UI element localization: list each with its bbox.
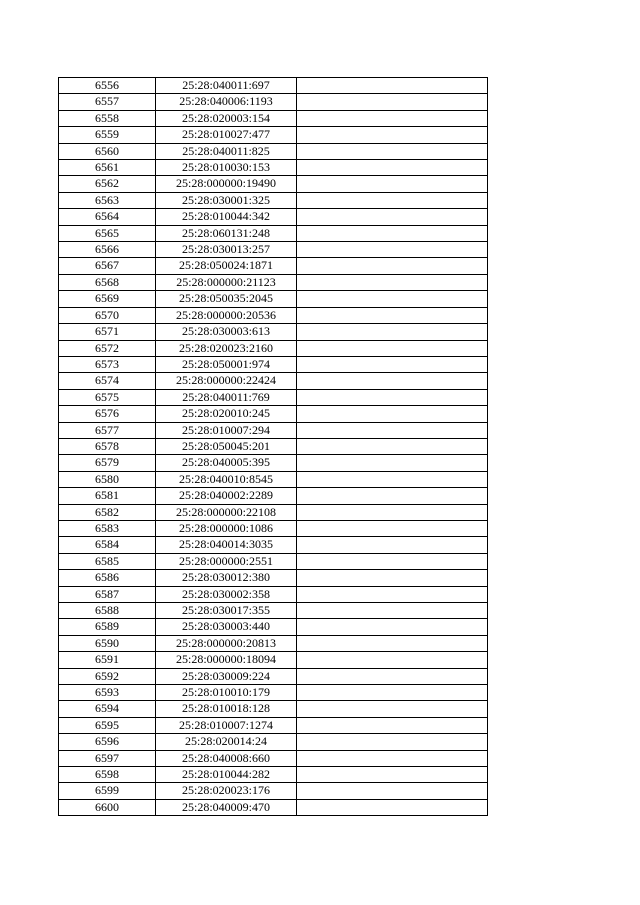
cadastral-number-cell: 25:28:010027:477 — [156, 127, 297, 143]
row-number-cell: 6599 — [59, 783, 156, 799]
table-row — [59, 110, 488, 126]
empty-cell — [297, 340, 488, 356]
empty-cell — [297, 767, 488, 783]
empty-cell — [297, 78, 488, 94]
cadastral-number-cell: 25:28:000000:20536 — [156, 307, 297, 323]
cadastral-number-cell: 25:28:010018:128 — [156, 701, 297, 717]
empty-cell — [297, 701, 488, 717]
table-row — [59, 717, 488, 733]
cadastral-number-cell: 25:28:030009:224 — [156, 668, 297, 684]
empty-cell — [297, 127, 488, 143]
table-body — [59, 78, 488, 816]
row-number-cell: 6579 — [59, 455, 156, 471]
cadastral-number-cell: 25:28:000000:20813 — [156, 635, 297, 651]
row-number-cell: 6578 — [59, 438, 156, 454]
table-row — [59, 783, 488, 799]
cadastral-number-cell: 25:28:000000:2551 — [156, 553, 297, 569]
table-row — [59, 504, 488, 520]
table-row — [59, 242, 488, 258]
table-row — [59, 176, 488, 192]
row-number-cell: 6592 — [59, 668, 156, 684]
empty-cell — [297, 603, 488, 619]
row-number-cell: 6586 — [59, 570, 156, 586]
empty-cell — [297, 422, 488, 438]
row-number-cell: 6593 — [59, 685, 156, 701]
row-number-cell: 6588 — [59, 603, 156, 619]
cadastral-number-cell: 25:28:040008:660 — [156, 750, 297, 766]
table-row — [59, 258, 488, 274]
table-row — [59, 619, 488, 635]
cadastral-number-cell: 25:28:020003:154 — [156, 110, 297, 126]
empty-cell — [297, 94, 488, 110]
empty-cell — [297, 192, 488, 208]
row-number-cell: 6558 — [59, 110, 156, 126]
table-row — [59, 734, 488, 750]
row-number-cell: 6568 — [59, 274, 156, 290]
row-number-cell: 6560 — [59, 143, 156, 159]
cadastral-number-cell: 25:28:000000:22108 — [156, 504, 297, 520]
empty-cell — [297, 471, 488, 487]
row-number-cell: 6564 — [59, 209, 156, 225]
cadastral-number-cell: 25:28:010007:294 — [156, 422, 297, 438]
empty-cell — [297, 570, 488, 586]
cadastral-number-cell: 25:28:030017:355 — [156, 603, 297, 619]
empty-cell — [297, 455, 488, 471]
cadastral-number-cell: 25:28:040005:395 — [156, 455, 297, 471]
table-row — [59, 488, 488, 504]
table-row — [59, 406, 488, 422]
cadastral-number-cell: 25:28:030002:358 — [156, 586, 297, 602]
row-number-cell: 6589 — [59, 619, 156, 635]
empty-cell — [297, 373, 488, 389]
table-row — [59, 553, 488, 569]
empty-cell — [297, 504, 488, 520]
empty-cell — [297, 668, 488, 684]
table-row — [59, 799, 488, 815]
table-row — [59, 701, 488, 717]
empty-cell — [297, 652, 488, 668]
cadastral-number-cell: 25:28:060131:248 — [156, 225, 297, 241]
cadastral-number-cell: 25:28:050035:2045 — [156, 291, 297, 307]
row-number-cell: 6584 — [59, 537, 156, 553]
row-number-cell: 6576 — [59, 406, 156, 422]
cadastral-number-cell: 25:28:030003:440 — [156, 619, 297, 635]
cadastral-number-cell: 25:28:020010:245 — [156, 406, 297, 422]
row-number-cell: 6600 — [59, 799, 156, 815]
table-row — [59, 652, 488, 668]
row-number-cell: 6562 — [59, 176, 156, 192]
row-number-cell: 6598 — [59, 767, 156, 783]
empty-cell — [297, 291, 488, 307]
row-number-cell: 6575 — [59, 389, 156, 405]
row-number-cell: 6585 — [59, 553, 156, 569]
table-row — [59, 438, 488, 454]
table-row — [59, 274, 488, 290]
table-row — [59, 668, 488, 684]
table-row — [59, 307, 488, 323]
cadastral-number-cell: 25:28:020014:24 — [156, 734, 297, 750]
table-row — [59, 537, 488, 553]
empty-cell — [297, 242, 488, 258]
cadastral-number-cell: 25:28:030012:380 — [156, 570, 297, 586]
empty-cell — [297, 389, 488, 405]
table-row — [59, 750, 488, 766]
empty-cell — [297, 520, 488, 536]
row-number-cell: 6596 — [59, 734, 156, 750]
row-number-cell: 6594 — [59, 701, 156, 717]
empty-cell — [297, 750, 488, 766]
empty-cell — [297, 799, 488, 815]
row-number-cell: 6591 — [59, 652, 156, 668]
cadastral-number-cell: 25:28:010044:282 — [156, 767, 297, 783]
row-number-cell: 6556 — [59, 78, 156, 94]
row-number-cell: 6583 — [59, 520, 156, 536]
cadastral-number-cell: 25:28:000000:19490 — [156, 176, 297, 192]
table-row — [59, 291, 488, 307]
row-number-cell: 6559 — [59, 127, 156, 143]
table-row — [59, 192, 488, 208]
empty-cell — [297, 438, 488, 454]
table-row — [59, 471, 488, 487]
empty-cell — [297, 717, 488, 733]
table-row — [59, 586, 488, 602]
row-number-cell: 6557 — [59, 94, 156, 110]
cadastral-number-cell: 25:28:010030:153 — [156, 160, 297, 176]
row-number-cell: 6574 — [59, 373, 156, 389]
table-row — [59, 373, 488, 389]
empty-cell — [297, 143, 488, 159]
row-number-cell: 6572 — [59, 340, 156, 356]
cadastral-number-cell: 25:28:040011:769 — [156, 389, 297, 405]
empty-cell — [297, 160, 488, 176]
empty-cell — [297, 258, 488, 274]
cadastral-number-cell: 25:28:030001:325 — [156, 192, 297, 208]
table-row — [59, 520, 488, 536]
empty-cell — [297, 586, 488, 602]
table-row — [59, 225, 488, 241]
cadastral-number-cell: 25:28:040011:697 — [156, 78, 297, 94]
empty-cell — [297, 537, 488, 553]
empty-cell — [297, 110, 488, 126]
table-row — [59, 603, 488, 619]
cadastral-number-cell: 25:28:030003:613 — [156, 324, 297, 340]
row-number-cell: 6577 — [59, 422, 156, 438]
cadastral-number-cell: 25:28:030013:257 — [156, 242, 297, 258]
table-row — [59, 143, 488, 159]
row-number-cell: 6597 — [59, 750, 156, 766]
row-number-cell: 6581 — [59, 488, 156, 504]
cadastral-number-cell: 25:28:040014:3035 — [156, 537, 297, 553]
empty-cell — [297, 619, 488, 635]
table-row — [59, 209, 488, 225]
cadastral-number-cell: 25:28:040011:825 — [156, 143, 297, 159]
empty-cell — [297, 635, 488, 651]
row-number-cell: 6590 — [59, 635, 156, 651]
cadastral-number-cell: 25:28:000000:21123 — [156, 274, 297, 290]
row-number-cell: 6566 — [59, 242, 156, 258]
table-row — [59, 340, 488, 356]
empty-cell — [297, 225, 488, 241]
row-number-cell: 6561 — [59, 160, 156, 176]
table-row — [59, 767, 488, 783]
table-row — [59, 324, 488, 340]
empty-cell — [297, 176, 488, 192]
row-number-cell: 6587 — [59, 586, 156, 602]
table-row — [59, 78, 488, 94]
empty-cell — [297, 685, 488, 701]
empty-cell — [297, 553, 488, 569]
table-row — [59, 389, 488, 405]
empty-cell — [297, 488, 488, 504]
cadastral-number-cell: 25:28:000000:1086 — [156, 520, 297, 536]
empty-cell — [297, 209, 488, 225]
cadastral-number-cell: 25:28:050024:1871 — [156, 258, 297, 274]
cadastral-number-cell: 25:28:000000:18094 — [156, 652, 297, 668]
empty-cell — [297, 274, 488, 290]
empty-cell — [297, 324, 488, 340]
row-number-cell: 6570 — [59, 307, 156, 323]
cadastral-number-cell: 25:28:040010:8545 — [156, 471, 297, 487]
row-number-cell: 6582 — [59, 504, 156, 520]
row-number-cell: 6563 — [59, 192, 156, 208]
row-number-cell: 6580 — [59, 471, 156, 487]
table-row — [59, 422, 488, 438]
table-row — [59, 127, 488, 143]
row-number-cell: 6573 — [59, 356, 156, 372]
cadastral-number-cell: 25:28:020023:176 — [156, 783, 297, 799]
cadastral-number-cell: 25:28:010010:179 — [156, 685, 297, 701]
row-number-cell: 6565 — [59, 225, 156, 241]
cadastral-number-cell: 25:28:020023:2160 — [156, 340, 297, 356]
cadastral-number-cell: 25:28:040002:2289 — [156, 488, 297, 504]
row-number-cell: 6571 — [59, 324, 156, 340]
cadastral-table — [58, 77, 488, 816]
cadastral-number-cell: 25:28:000000:22424 — [156, 373, 297, 389]
row-number-cell: 6595 — [59, 717, 156, 733]
empty-cell — [297, 734, 488, 750]
cadastral-number-cell: 25:28:010044:342 — [156, 209, 297, 225]
empty-cell — [297, 356, 488, 372]
empty-cell — [297, 783, 488, 799]
table-row — [59, 160, 488, 176]
cadastral-number-cell: 25:28:050001:974 — [156, 356, 297, 372]
empty-cell — [297, 307, 488, 323]
cadastral-number-cell: 25:28:040009:470 — [156, 799, 297, 815]
table-row — [59, 94, 488, 110]
row-number-cell: 6569 — [59, 291, 156, 307]
row-number-cell: 6567 — [59, 258, 156, 274]
table-row — [59, 685, 488, 701]
table-row — [59, 356, 488, 372]
empty-cell — [297, 406, 488, 422]
cadastral-number-cell: 25:28:040006:1193 — [156, 94, 297, 110]
table-row — [59, 635, 488, 651]
table-row — [59, 570, 488, 586]
cadastral-number-cell: 25:28:050045:201 — [156, 438, 297, 454]
cadastral-number-cell: 25:28:010007:1274 — [156, 717, 297, 733]
table-row — [59, 455, 488, 471]
